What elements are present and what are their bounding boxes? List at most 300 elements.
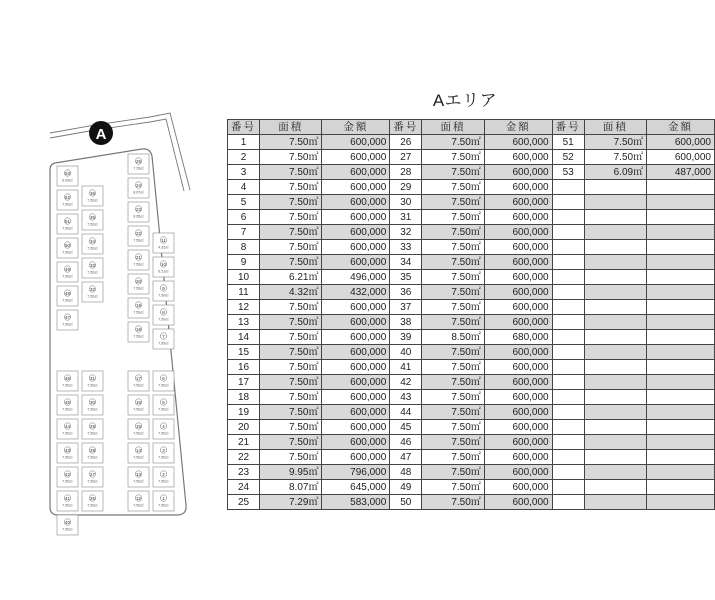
lot-26 [82,491,103,511]
table-row [228,240,715,255]
lot-number-cell: 44 [390,405,422,420]
lot-19 [128,298,149,318]
lot-price-cell: 645,000 [322,480,390,495]
lot-number: 15 [135,424,142,429]
lot-number-cell [552,315,584,330]
lot-area-cell: 7.50㎡ [260,225,322,240]
lot-number-cell: 18 [228,390,260,405]
lot-price-cell: 796,000 [322,465,390,480]
lot-number: 20 [135,279,142,284]
lot-number: 22 [135,231,142,236]
lot-area-cell: 7.50㎡ [422,375,484,390]
header-number: 番号 [552,120,584,135]
lot-price-cell: 600,000 [322,180,390,195]
lot-number-cell: 29 [390,180,422,195]
lot-13 [128,467,149,487]
table-row [228,180,715,195]
lot-17 [128,371,149,391]
lot-area-cell [584,480,646,495]
lot-number-cell: 10 [228,270,260,285]
lot-area: 7.50㎡ [87,503,98,508]
lot-price-cell [647,225,715,240]
lot-number: 6 [162,376,165,381]
lot-price-cell: 600,000 [322,405,390,420]
lot-area-cell [584,420,646,435]
lot-24 [128,178,149,198]
lot-number: 26 [89,496,96,501]
lot-area: 7.50㎡ [62,407,73,412]
lot-number: 31 [89,376,96,381]
lot-price-cell: 600,000 [484,420,552,435]
lot-area-cell: 7.50㎡ [260,435,322,450]
lot-price-cell: 600,000 [484,165,552,180]
lot-area-cell [584,465,646,480]
lot-number-cell: 45 [390,420,422,435]
lot-price-cell: 600,000 [322,165,390,180]
lot-27 [82,467,103,487]
lot-number-cell: 35 [390,270,422,285]
lot-area: 7.50㎡ [133,407,144,412]
lot-area-cell: 7.50㎡ [260,165,322,180]
lot-43 [57,443,78,463]
lot-25 [128,154,149,174]
lot-number-cell: 51 [552,135,584,150]
lot-area-cell: 7.50㎡ [422,135,484,150]
lot-area: 7.50㎡ [62,298,73,303]
lot-number-cell: 32 [390,225,422,240]
lot-number-cell: 30 [390,195,422,210]
lot-price-cell: 600,000 [484,375,552,390]
lot-number: 53 [64,171,71,176]
lot-area: 8.07㎡ [133,190,144,195]
header-number: 番号 [228,120,260,135]
lot-area-cell: 7.50㎡ [260,135,322,150]
lot-price-cell [647,435,715,450]
header-area: 面積 [584,120,646,135]
lot-area-cell: 7.50㎡ [422,255,484,270]
lot-area: 7.50㎡ [87,270,98,275]
site-map [0,0,215,600]
lot-area-cell: 7.50㎡ [422,435,484,450]
lot-price-cell: 600,000 [322,255,390,270]
lot-area: 7.50㎡ [62,479,73,484]
lot-23 [128,202,149,222]
lot-number-cell [552,180,584,195]
lot-29 [82,419,103,439]
lot-number-cell: 2 [228,150,260,165]
lot-price-cell: 600,000 [484,450,552,465]
lot-number: 42 [64,472,71,477]
lot-price-cell: 600,000 [322,210,390,225]
lot-area-cell: 7.50㎡ [422,270,484,285]
lot-8 [153,305,174,325]
lot-price-cell [647,495,715,510]
lot-number-cell: 14 [228,330,260,345]
lot-area-cell [584,195,646,210]
lot-area: 7.50㎡ [133,455,144,460]
lot-area: 7.50㎡ [133,503,144,508]
lot-area-cell [584,255,646,270]
lot-price-cell: 600,000 [322,300,390,315]
lot-number-cell: 16 [228,360,260,375]
table-row [228,150,715,165]
table-row [228,450,715,465]
lot-price-cell [647,255,715,270]
lot-area-cell: 7.50㎡ [422,210,484,225]
lot-price-cell: 600,000 [484,255,552,270]
lot-area-cell: 6.09㎡ [584,165,646,180]
lot-area: 7.50㎡ [62,527,73,532]
lot-number-cell [552,300,584,315]
lot-31 [82,371,103,391]
lot-area-cell [584,360,646,375]
lot-price-cell: 600,000 [484,210,552,225]
lot-area-cell [584,495,646,510]
lot-price-cell [647,300,715,315]
lot-number-cell: 20 [228,420,260,435]
lot-number-cell: 9 [228,255,260,270]
lot-price-cell: 680,000 [484,330,552,345]
lot-28 [82,443,103,463]
table-row [228,225,715,240]
table-row [228,480,715,495]
lot-47 [57,310,78,330]
lot-area: 7.50㎡ [62,226,73,231]
lot-area: 7.50㎡ [133,334,144,339]
lot-price-cell: 600,000 [322,360,390,375]
lot-number: 30 [89,400,96,405]
lot-number-cell: 24 [228,480,260,495]
lot-number-cell: 23 [228,465,260,480]
table-row [228,135,715,150]
lot-number-cell [552,225,584,240]
lot-number: 35 [89,215,96,220]
lot-1 [153,491,174,511]
lot-area-cell: 7.50㎡ [422,495,484,510]
lot-area-cell: 7.50㎡ [260,360,322,375]
lot-number: 47 [64,315,71,320]
lot-area: 7.50㎡ [87,455,98,460]
lot-price-cell: 600,000 [484,390,552,405]
lot-area: 7.50㎡ [133,479,144,484]
lot-number-cell [552,450,584,465]
lot-area-cell: 7.29㎡ [260,495,322,510]
lot-area-cell: 7.50㎡ [422,405,484,420]
lot-number-cell: 40 [390,345,422,360]
lot-3 [153,443,174,463]
lot-number-cell: 38 [390,315,422,330]
lot-area-cell: 7.50㎡ [584,135,646,150]
lot-area-cell: 7.50㎡ [260,195,322,210]
lot-area-cell [584,315,646,330]
lot-area-cell [584,180,646,195]
lot-area-cell: 7.50㎡ [422,420,484,435]
lot-area-cell: 7.50㎡ [260,330,322,345]
lot-area-cell: 7.50㎡ [260,210,322,225]
lot-number-cell: 21 [228,435,260,450]
lot-price-cell: 600,000 [484,405,552,420]
lot-number: 7 [162,334,165,339]
lot-area-cell [584,300,646,315]
lot-price-cell [647,450,715,465]
lot-area-cell [584,405,646,420]
lot-number-cell: 28 [390,165,422,180]
lot-area: 7.50㎡ [87,294,98,299]
lot-price-cell [647,390,715,405]
table-row [228,375,715,390]
lot-number-cell [552,360,584,375]
lot-number-cell: 49 [390,480,422,495]
lot-price-cell [647,315,715,330]
lot-price-cell: 600,000 [484,195,552,210]
lot-45 [57,395,78,415]
lot-area: 7.50㎡ [87,431,98,436]
lot-number: 41 [64,496,71,501]
lot-area: 6.21㎡ [158,269,169,274]
lot-price-cell [647,465,715,480]
lot-42 [57,467,78,487]
lot-number-cell [552,495,584,510]
lot-area: 7.50㎡ [133,431,144,436]
header-price: 金額 [484,120,552,135]
lot-area: 7.50㎡ [62,383,73,388]
lot-53 [57,166,78,186]
lot-area-cell: 7.50㎡ [422,345,484,360]
lot-price-cell: 600,000 [484,150,552,165]
lot-area-cell: 7.50㎡ [260,375,322,390]
lot-4 [153,419,174,439]
lot-price-cell [647,360,715,375]
lot-price-cell: 600,000 [484,225,552,240]
lot-33 [82,258,103,278]
lot-price-cell [647,240,715,255]
lot-price-cell: 600,000 [484,480,552,495]
lot-number-cell [552,405,584,420]
header-price: 金額 [647,120,715,135]
lot-price-cell: 600,000 [484,135,552,150]
lot-area-cell [584,345,646,360]
lot-area-cell: 7.50㎡ [422,285,484,300]
lot-number-cell: 31 [390,210,422,225]
lot-price-cell [647,375,715,390]
lot-number: 28 [89,448,96,453]
lot-number-cell: 15 [228,345,260,360]
header-area: 面積 [260,120,322,135]
lot-number-cell: 52 [552,150,584,165]
lot-price-cell: 600,000 [647,150,715,165]
lot-number: 21 [135,255,142,260]
lot-area-cell [584,285,646,300]
lot-price-cell: 600,000 [322,225,390,240]
lot-18 [128,322,149,342]
lot-number: 3 [162,448,165,453]
lot-area-cell: 7.50㎡ [260,420,322,435]
lot-area-cell [584,270,646,285]
lot-number: 45 [64,400,71,405]
lot-area-cell: 7.50㎡ [260,345,322,360]
lot-number-cell [552,270,584,285]
lot-price-cell [647,330,715,345]
lot-price-cell: 600,000 [484,285,552,300]
lot-number-cell: 26 [390,135,422,150]
lot-46 [57,371,78,391]
lot-price-cell [647,195,715,210]
table-row [228,300,715,315]
lot-area-cell: 7.50㎡ [260,390,322,405]
lot-number-cell [552,255,584,270]
lot-number-cell: 41 [390,360,422,375]
lot-number-cell: 48 [390,465,422,480]
lot-price-cell [647,180,715,195]
lot-number: 48 [64,291,71,296]
lot-price-cell: 600,000 [322,450,390,465]
lot-number: 50 [64,243,71,248]
lot-area-cell [584,225,646,240]
lot-number: 46 [64,376,71,381]
lot-price-cell [647,270,715,285]
lot-price-cell: 600,000 [322,195,390,210]
lot-price-cell [647,210,715,225]
lot-area-cell: 7.50㎡ [422,180,484,195]
lot-number-cell: 50 [390,495,422,510]
area-marker-label: A [95,126,107,143]
lot-area-cell: 7.50㎡ [260,450,322,465]
lot-area-cell: 7.50㎡ [260,255,322,270]
lot-area: 7.50㎡ [158,503,169,508]
lot-number: 11 [161,238,166,243]
lot-number: 51 [64,219,71,224]
lot-number: 44 [64,424,71,429]
lot-41 [57,491,78,511]
lot-number-cell: 3 [228,165,260,180]
lot-area: 7.50㎡ [87,246,98,251]
lot-number: 23 [135,207,142,212]
lot-price-cell: 600,000 [322,435,390,450]
lot-area-cell: 7.50㎡ [422,450,484,465]
table-row [228,465,715,480]
lot-number: 16 [135,400,142,405]
lot-price-cell: 600,000 [322,345,390,360]
lot-number: 4 [162,424,165,429]
table-row [228,345,715,360]
lot-price-cell: 600,000 [484,240,552,255]
lot-price-cell: 496,000 [322,270,390,285]
lot-area: 7.50㎡ [158,455,169,460]
lot-number-cell: 13 [228,315,260,330]
lot-number: 13 [135,472,142,477]
lot-50 [57,238,78,258]
lot-21 [128,250,149,270]
lot-area-cell: 7.50㎡ [422,480,484,495]
lot-number-cell: 33 [390,240,422,255]
lot-price-cell [647,420,715,435]
lot-area-cell: 7.50㎡ [584,150,646,165]
lot-area-cell: 8.07㎡ [260,480,322,495]
page-title: Aエリア [432,91,498,110]
lot-area: 7.50㎡ [133,286,144,291]
lot-35 [82,210,103,230]
lot-price-cell: 600,000 [322,330,390,345]
table-row [228,420,715,435]
table-row [228,495,715,510]
lot-area-cell: 7.50㎡ [260,300,322,315]
lot-price-cell: 600,000 [322,150,390,165]
lot-area: 7.50㎡ [158,341,169,346]
lot-area-cell: 7.50㎡ [422,225,484,240]
lot-number-cell [552,480,584,495]
lot-area-cell: 7.50㎡ [260,405,322,420]
lot-area: 7.50㎡ [158,431,169,436]
lot-price-cell: 600,000 [322,315,390,330]
lot-price-cell: 600,000 [484,270,552,285]
lot-area-cell: 7.50㎡ [260,240,322,255]
lot-area-cell: 7.50㎡ [422,240,484,255]
header-area: 面積 [422,120,484,135]
header-number: 番号 [390,120,422,135]
lot-number-cell: 11 [228,285,260,300]
lot-number-cell: 22 [228,450,260,465]
lot-6 [153,371,174,391]
lot-2 [153,467,174,487]
lot-10 [153,257,174,277]
lot-number: 9 [162,286,165,291]
lot-number: 5 [162,400,165,405]
lot-area: 7.50㎡ [62,455,73,460]
lot-number: 18 [135,327,142,332]
lot-price-cell [647,345,715,360]
lot-number-cell: 4 [228,180,260,195]
lot-area: 7.50㎡ [87,222,98,227]
lot-area: 7.29㎡ [133,166,144,171]
lot-number: 49 [64,267,71,272]
lot-price-cell: 487,000 [647,165,715,180]
lot-area-cell [584,390,646,405]
lot-area-cell [584,240,646,255]
lot-area-cell [584,210,646,225]
lot-number-cell: 12 [228,300,260,315]
lot-area-cell: 9.95㎡ [260,465,322,480]
lot-number: 12 [135,496,142,501]
lot-area: 7.50㎡ [133,262,144,267]
lot-area: 7.50㎡ [62,503,73,508]
lot-number: 14 [135,448,142,453]
table-row [228,330,715,345]
header-price: 金額 [322,120,390,135]
lot-area-cell: 4.32㎡ [260,285,322,300]
lot-price-cell: 600,000 [484,435,552,450]
lot-34 [82,234,103,254]
lot-number: 33 [89,263,96,268]
lot-number: 2 [162,472,165,477]
lot-area: 7.50㎡ [87,479,98,484]
lot-number-cell: 39 [390,330,422,345]
lot-area-cell: 7.50㎡ [422,390,484,405]
lot-area-cell [584,435,646,450]
lot-number-cell [552,390,584,405]
lot-11 [153,233,174,253]
lot-44 [57,419,78,439]
lot-9 [153,281,174,301]
lot-7 [153,329,174,349]
lot-22 [128,226,149,246]
lot-area: 7.50㎡ [87,198,98,203]
lot-number-cell: 17 [228,375,260,390]
lot-number: 27 [89,472,96,477]
lot-price-cell [647,480,715,495]
lot-area: 7.50㎡ [87,407,98,412]
lot-price-table [227,119,715,510]
lot-area: 7.50㎡ [158,479,169,484]
